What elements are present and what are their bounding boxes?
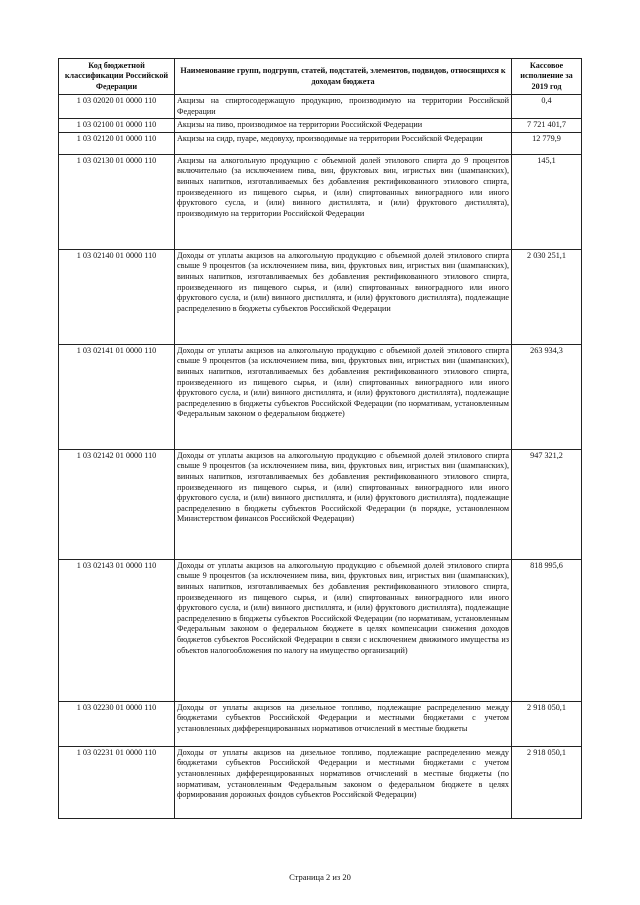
row-amount: 0,4 [512, 95, 582, 119]
row-amount: 12 779,9 [512, 132, 582, 154]
row-amount: 7 721 401,7 [512, 119, 582, 133]
table-row [59, 249, 582, 344]
row-name: Акцизы на спиртосодержащую продукцию, производимую на территории Российской Федерации [175, 95, 512, 119]
table-row [59, 95, 582, 119]
row-name: Доходы от уплаты акцизов на дизельное топливо, подлежащие распределению между бюджетами субъектов Российской Федерации и местными бюджетами с учетом установленных дифференцированных нормативов отчислений в местные бюджеты [175, 701, 512, 746]
row-name: Доходы от уплаты акцизов на алкогольную продукцию с объемной долей этилового спирта свыше 9 процентов (за исключением пива, вин, фруктовых вин, игристых вин (шампанских), винных напитков, изготавливаемых без добавления ректификованного этилового спирта, произведенного из пищевого сырья, и (или) спиртованных виноградного или иного фруктового сусла, и (или) винного дистиллята, и (или) фруктового дистиллята), подлежащие распределению в бюджеты субъектов Российской Федерации (в порядке, установленном Министерством финансов Российской Федерации) [175, 449, 512, 559]
row-code: 1 03 02020 01 0000 110 [59, 95, 175, 119]
row-code: 1 03 02143 01 0000 110 [59, 559, 175, 701]
row-code: 1 03 02130 01 0000 110 [59, 154, 175, 249]
row-name: Акцизы на сидр, пуаре, медовуху, производимые на территории Российской Федерации [175, 132, 512, 154]
table-row [59, 132, 582, 154]
row-name: Доходы от уплаты акцизов на дизельное топливо, подлежащие распределению между бюджетами субъектов Российской Федерации и местными бюджетами с учетом установленных дифференцированных нормативов отчислений в местные бюджеты (по нормативам, установленным Федеральным законом о федеральном бюджете в целях формирования дорожных фондов субъектов Российской Федерации) [175, 746, 512, 818]
row-code: 1 03 02231 01 0000 110 [59, 746, 175, 818]
row-name: Акцизы на пиво, производимое на территории Российской Федерации [175, 119, 512, 133]
row-code: 1 03 02142 01 0000 110 [59, 449, 175, 559]
page-number: Страница 2 из 20 [289, 872, 351, 882]
header-name: Наименование групп, подгрупп, статей, подстатей, элементов, подвидов, относящихся к доходам бюджета [175, 59, 512, 95]
row-code: 1 03 02100 01 0000 110 [59, 119, 175, 133]
table-row [59, 559, 582, 701]
budget-table [58, 58, 582, 819]
row-amount: 2 030 251,1 [512, 249, 582, 344]
table-row [59, 119, 582, 133]
table-row [59, 701, 582, 746]
table-row [59, 746, 582, 818]
table-row [59, 344, 582, 449]
table-row [59, 154, 582, 249]
row-amount: 947 321,2 [512, 449, 582, 559]
row-code: 1 03 02230 01 0000 110 [59, 701, 175, 746]
row-name: Акцизы на алкогольную продукцию с объемной долей этилового спирта до 9 процентов включительно (за исключением пива, вин, фруктовых вин, игристых вин (шампанских), винных напитков, изготавливаемых без добавления ректификованного этилового спирта, произведенного из пищевого сырья, и (или) спиртованных виноградного или иного фруктового сусла, и (или) винного дистиллята, и (или) фруктового дистиллята), производимую на территории Российской Федерации [175, 154, 512, 249]
row-code: 1 03 02120 01 0000 110 [59, 132, 175, 154]
row-name: Доходы от уплаты акцизов на алкогольную продукцию с объемной долей этилового спирта свыше 9 процентов (за исключением пива, вин, фруктовых вин, игристых вин (шампанских), винных напитков, изготавливаемых без добавления ректификованного этилового спирта, произведенного из пищевого сырья, и (или) спиртованных виноградного или иного фруктового сусла, и (или) винного дистиллята, и (или) фруктового дистиллята), подлежащие распределению в бюджеты субъектов Российской Федерации (по нормативам, установленным Федеральным законом о федеральном бюджете в целях компенсации снижения доходов бюджетов субъектов Российской Федерации в связи с исключением движимого имущества из объектов налогообложения по налогу на имущество организаций) [175, 559, 512, 701]
row-amount: 263 934,3 [512, 344, 582, 449]
header-code: Код бюджетной классификации Российской Федерации [59, 59, 175, 95]
table-header-row [59, 59, 582, 95]
header-amount: Кассовое исполнение за 2019 год [512, 59, 582, 95]
row-amount: 2 918 050,1 [512, 746, 582, 818]
row-amount: 818 995,6 [512, 559, 582, 701]
row-code: 1 03 02140 01 0000 110 [59, 249, 175, 344]
row-name: Доходы от уплаты акцизов на алкогольную продукцию с объемной долей этилового спирта свыше 9 процентов (за исключением пива, вин, фруктовых вин, игристых вин (шампанских), винных напитков, изготавливаемых без добавления ректификованного этилового спирта, произведенного из пищевого сырья, и (или) спиртованных виноградного или иного фруктового сусла, и (или) винного дистиллята, и (или) фруктового дистиллята), подлежащие распределению в бюджеты субъектов Российской Федерации (по нормативам, установленным Федеральным законом о федеральном бюджете) [175, 344, 512, 449]
table-row [59, 449, 582, 559]
row-name: Доходы от уплаты акцизов на алкогольную продукцию с объемной долей этилового спирта свыше 9 процентов (за исключением пива, вин, фруктовых вин, игристых вин (шампанских), винных напитков, изготавливаемых без добавления ректификованного этилового спирта, произведенного из пищевого сырья, и (или) спиртованных виноградного или иного фруктового сусла, и (или) винного дистиллята, и (или) фруктового дистиллята), подлежащие распределению в бюджеты субъектов Российской Федерации [175, 249, 512, 344]
row-code: 1 03 02141 01 0000 110 [59, 344, 175, 449]
row-amount: 145,1 [512, 154, 582, 249]
row-amount: 2 918 050,1 [512, 701, 582, 746]
